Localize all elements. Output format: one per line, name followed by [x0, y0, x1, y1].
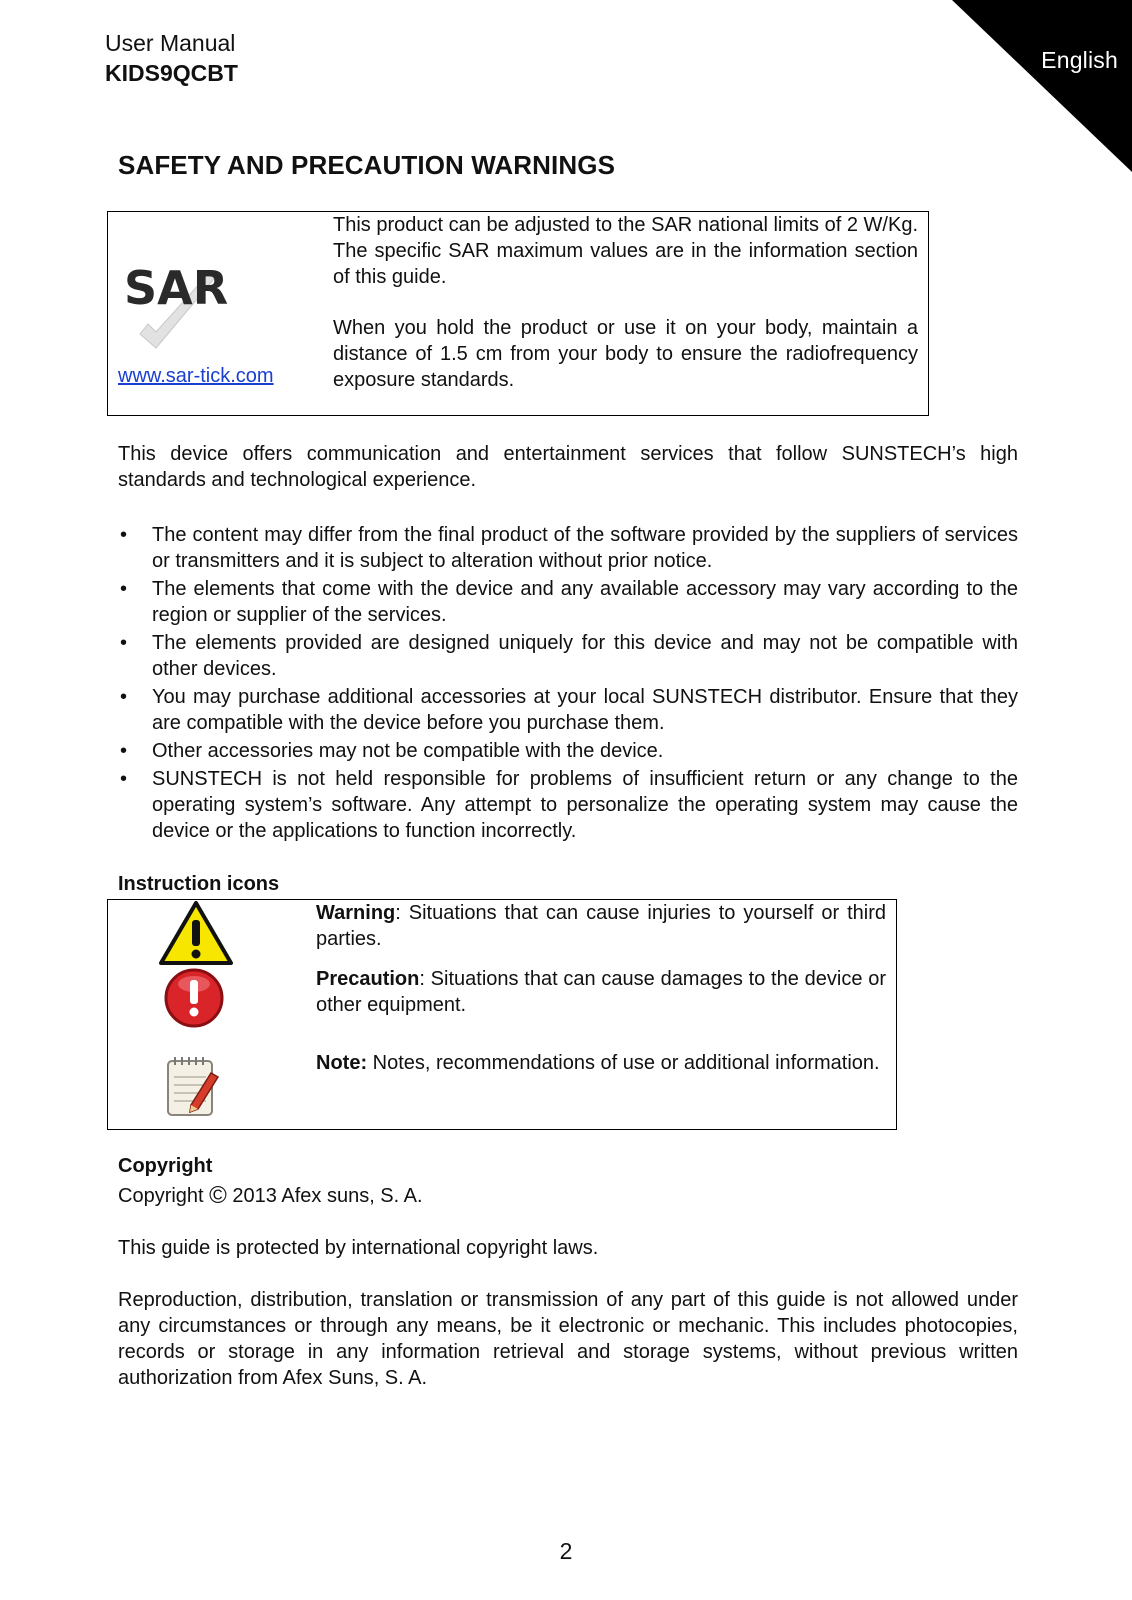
- list-item: [118, 684, 1018, 736]
- intro-paragraph: This device offers communication and entertainment services that follow SUNSTECH’s high standards and technological experience.: [118, 443, 1018, 491]
- sar-paragraph-1: This product can be adjusted to the SAR national limits of 2 W/Kg. The specific SAR maximum values are in the information section of this guide.: [333, 214, 918, 288]
- sar-logo: [118, 264, 238, 357]
- copyright-paragraph-1: This guide is protected by international copyright laws.: [118, 1237, 599, 1259]
- page-title: SAFETY AND PRECAUTION WARNINGS: [118, 150, 616, 180]
- list-item-text: The elements provided are designed uniquely for this device and may not be compatible with other devices.: [152, 632, 1018, 680]
- precaution-label: Precaution: [316, 968, 420, 990]
- copyright-symbol-icon: ©: [209, 1182, 227, 1209]
- copyright-paragraph-2: Reproduction, distribution, translation or transmission of any part of this guide is not allowed under any circumstances or through any means, be it electronic or mechanic. This includes photocopies, records or storage in any information retrieval and storage systems, without previous written authorization from Afex Suns, S. A.: [118, 1289, 1018, 1389]
- list-item-text: The elements that come with the device and any available accessory may vary according to the region or supplier of the services.: [152, 578, 1018, 626]
- sar-info-box: [107, 211, 929, 416]
- list-item-text: You may purchase additional accessories at your local SUNSTECH distributor. Ensure that they are compatible with the device before you purchase them.: [152, 686, 1018, 734]
- bullet-icon: •: [120, 686, 128, 708]
- list-item-text: SUNSTECH is not held responsible for problems of insufficient return or any change to the operating system’s software. Any attempt to personalize the operating system may cause the device or the applications to function incorrectly.: [152, 768, 1018, 842]
- bullet-list: [118, 522, 1018, 846]
- list-item: [118, 766, 1018, 844]
- warning-label: Warning: [316, 902, 396, 924]
- bullet-icon: •: [120, 740, 128, 762]
- precaution-icon: [163, 967, 225, 1034]
- sar-text: [333, 212, 918, 393]
- note-text: Notes, recommendations of use or additional information.: [367, 1052, 880, 1074]
- list-item: [118, 522, 1018, 574]
- copyright-heading: Copyright: [118, 1155, 213, 1177]
- bullet-icon: •: [120, 578, 128, 600]
- instruction-icons-heading: Instruction icons: [118, 873, 280, 895]
- note-icon: [165, 1055, 221, 1124]
- warning-icon: [158, 900, 234, 971]
- bullet-icon: •: [120, 632, 128, 654]
- precaution-text: : Situations that can cause damages to the device or other equipment.: [316, 968, 886, 1016]
- list-item-text: Other accessories may not be compatible with the device.: [152, 740, 664, 762]
- list-item: [118, 738, 1018, 764]
- copyright-prefix: Copyright: [118, 1185, 204, 1207]
- instruction-icons-box: [107, 899, 897, 1130]
- list-item: [118, 576, 1018, 628]
- list-item-text: The content may differ from the final product of the software provided by the suppliers of services or transmitters and it is subject to alteration without prior notice.: [152, 524, 1018, 572]
- model-name: KIDS9QCBT: [105, 60, 238, 86]
- sar-paragraph-2: When you hold the product or use it on your body, maintain a distance of 1.5 cm from your body to ensure the radiofrequency exposure standards.: [333, 317, 918, 391]
- sar-tick-link[interactable]: www.sar-tick.com: [118, 365, 274, 387]
- language-label: English: [1041, 47, 1118, 73]
- note-label: Note:: [316, 1052, 368, 1074]
- document-type: User Manual: [105, 30, 236, 56]
- copyright-line: [118, 1180, 423, 1211]
- warning-text: : Situations that can cause injuries to yourself or third parties.: [316, 902, 886, 950]
- page-number: 2: [559, 1538, 573, 1564]
- corner-language-tab: [952, 0, 1132, 172]
- warning-description: [316, 900, 886, 952]
- svg-text:SAR: SAR: [124, 264, 229, 315]
- bullet-icon: •: [120, 524, 128, 546]
- list-item: [118, 630, 1018, 682]
- note-description: [316, 1050, 886, 1076]
- precaution-description: [316, 966, 886, 1018]
- copyright-suffix: 2013 Afex suns, S. A.: [232, 1185, 423, 1207]
- bullet-icon: •: [120, 768, 128, 790]
